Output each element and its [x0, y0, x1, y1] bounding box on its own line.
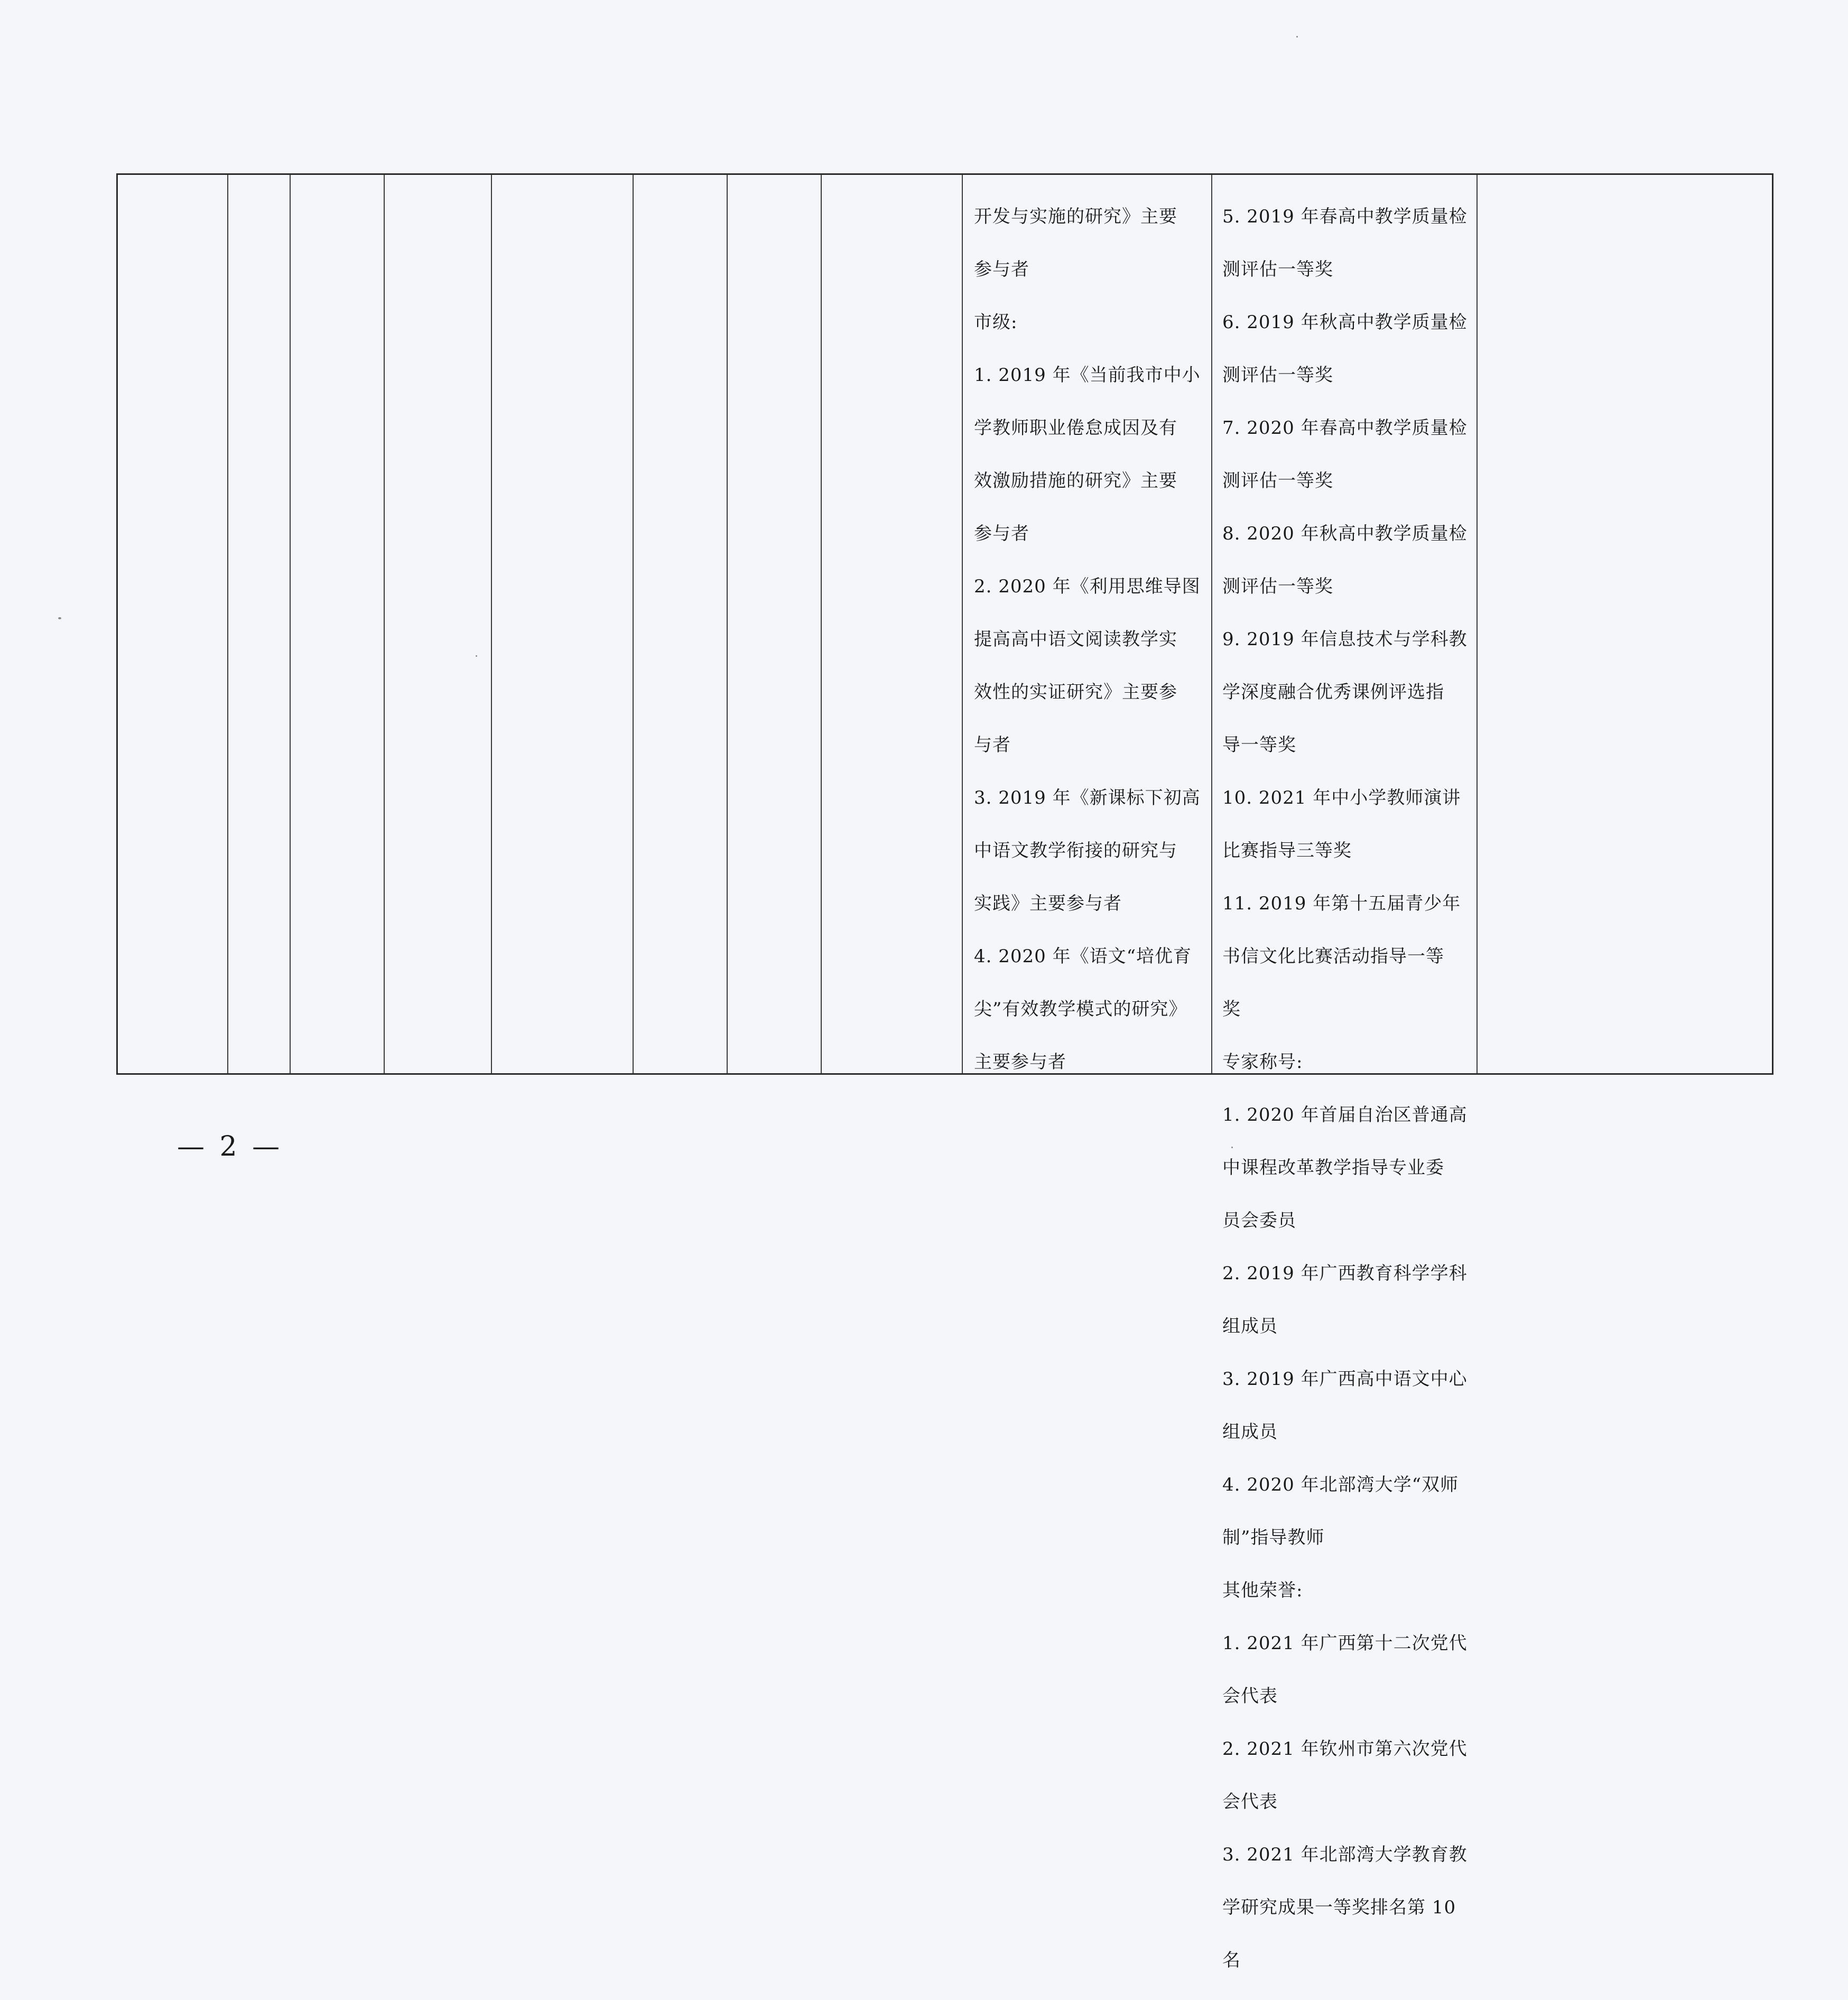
award-line: 3. 2021 年北部湾大学教育教	[1222, 1844, 1468, 1865]
award-line: 导一等奖	[1222, 734, 1296, 756]
research-line: 2. 2020 年《利用思维导图	[974, 576, 1201, 597]
research-line: 3. 2019 年《新课标下初高	[974, 787, 1201, 808]
award-line: 2. 2021 年钦州市第六次党代	[1222, 1738, 1468, 1760]
award-line: 员会委员	[1222, 1210, 1296, 1231]
scan-speck	[1296, 36, 1298, 38]
research-line: 参与者	[974, 259, 1029, 280]
column-divider	[384, 175, 385, 1073]
award-line: 11. 2019 年第十五届青少年	[1222, 893, 1461, 914]
award-line: 1. 2021 年广西第十二次党代	[1222, 1633, 1468, 1654]
research-line: 中语文教学衔接的研究与	[974, 840, 1177, 861]
column-divider	[633, 175, 634, 1073]
award-line: 比赛指导三等奖	[1222, 840, 1352, 861]
award-line: 组成员	[1222, 1421, 1278, 1443]
data-table	[116, 173, 1773, 1971]
award-line: 测评估一等奖	[1222, 470, 1333, 491]
award-line: 5. 2019 年春高中教学质量检	[1222, 206, 1468, 227]
research-line: 效性的实证研究》主要参	[974, 682, 1177, 703]
award-line: 7. 2020 年春高中教学质量检	[1222, 417, 1468, 439]
research-line: 尖”有效教学模式的研究》	[974, 999, 1187, 1020]
award-line: 1. 2020 年首届自治区普通高	[1222, 1104, 1468, 1125]
award-line: 8. 2020 年秋高中教学质量检	[1222, 523, 1468, 544]
research-line: 与者	[974, 734, 1011, 756]
column-divider	[1211, 175, 1212, 1073]
scan-speck	[476, 655, 477, 657]
column-divider	[821, 175, 822, 1073]
research-line: 参与者	[974, 523, 1029, 544]
column-divider	[227, 175, 228, 1073]
award-line: 会代表	[1222, 1791, 1278, 1812]
award-line: 6. 2019 年秋高中教学质量检	[1222, 312, 1468, 333]
award-line: 专家称号:	[1222, 1052, 1303, 1073]
research-projects-cell	[974, 175, 1206, 1102]
column-divider	[962, 175, 963, 1073]
award-line: 测评估一等奖	[1222, 576, 1333, 597]
column-divider	[491, 175, 492, 1073]
award-line: 学深度融合优秀课例评选指	[1222, 682, 1444, 703]
column-divider	[1476, 175, 1478, 1073]
column-divider	[727, 175, 728, 1073]
research-line: 提高高中语文阅读教学实	[974, 629, 1177, 650]
research-line: 学教师职业倦怠成因及有	[974, 417, 1177, 439]
award-line: 组成员	[1222, 1316, 1278, 1337]
award-line: 名	[1222, 1950, 1241, 1971]
research-line: 4. 2020 年《语文“培优育	[974, 946, 1192, 967]
awards-honors-cell	[1222, 175, 1471, 2000]
award-line: 其他荣誉:	[1222, 1580, 1303, 1601]
award-line: 4. 2020 年北部湾大学“双师	[1222, 1474, 1459, 1495]
scan-speck	[1231, 1147, 1233, 1148]
column-divider	[290, 175, 291, 1073]
award-line: 测评估一等奖	[1222, 259, 1333, 280]
award-line: 9. 2019 年信息技术与学科教	[1222, 629, 1468, 650]
scan-speck	[58, 617, 61, 619]
award-line: 书信文化比赛活动指导一等	[1222, 946, 1444, 967]
page-number: — 2 —	[177, 1131, 283, 1162]
award-line: 学研究成果一等奖排名第 10	[1222, 1897, 1456, 1918]
research-line: 开发与实施的研究》主要	[974, 206, 1177, 227]
award-line: 10. 2021 年中小学教师演讲	[1222, 787, 1461, 808]
award-line: 测评估一等奖	[1222, 365, 1333, 386]
award-line: 制”指导教师	[1222, 1527, 1325, 1548]
award-line: 2. 2019 年广西教育科学学科	[1222, 1263, 1468, 1284]
research-line: 主要参与者	[974, 1052, 1066, 1073]
research-line: 实践》主要参与者	[974, 893, 1122, 914]
award-line: 奖	[1222, 999, 1241, 1020]
research-line: 1. 2019 年《当前我市中小	[974, 365, 1201, 386]
research-line: 效激励措施的研究》主要	[974, 470, 1177, 491]
award-line: 3. 2019 年广西高中语文中心	[1222, 1369, 1468, 1390]
award-line: 中课程改革教学指导专业委	[1222, 1157, 1444, 1178]
award-line: 会代表	[1222, 1686, 1278, 1707]
research-line: 市级:	[974, 312, 1018, 333]
